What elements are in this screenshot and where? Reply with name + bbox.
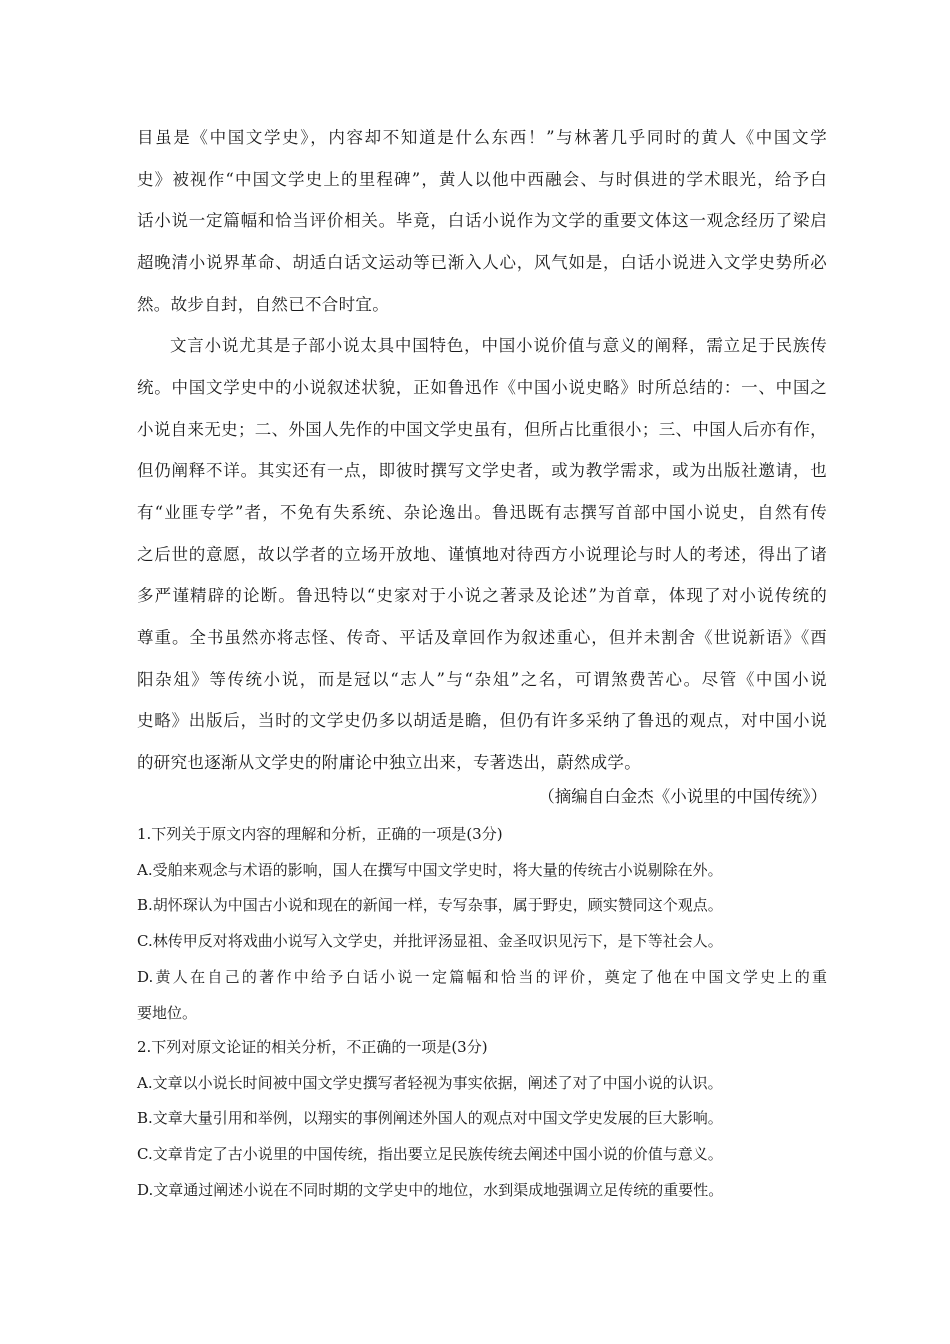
passage-line: 之后世的意愿，故以学者的立场开放地、谨慎地对待西方小说理论与时人的考述，得出了诸 [137,545,827,564]
passage-line: 有“业匪专学”者，不免有失系统、杂论逸出。鲁迅既有志撰写首部中国小说史，自然有传 [137,503,827,522]
passage-line: 多严谨精辟的论断。鲁迅特以“史家对于小说之著录及论述”为首章，体现了对小说传统的 [137,586,827,605]
passage-line: 但仍阐释不详。其实还有一点，即彼时撰写文学史者，或为教学需求，或为出版社邀请，也 [137,461,827,480]
passage-line: 文言小说尤其是子部小说太具中国特色，中国小说价值与意义的阐释，需立足于民族传 [170,336,827,355]
passage-line: 史》被视作“中国文学史上的里程碑”，黄人以他中西融会、与时俱进的学术眼光，给予白 [137,170,827,189]
question-1-option-c: C.林传甲反对将戏曲小说写入文学史，并批评汤显祖、金圣叹识见污下，是下等社会人。 [137,932,723,950]
question-1-option-b: B.胡怀琛认为中国古小说和现在的新闻一样，专写杂事，属于野史，顾实赞同这个观点。 [137,896,723,914]
passage-line: 小说自来无史；二、外国人先作的中国文学史虽有，但所占比重很小；三、中国人后亦有作， [137,420,827,439]
question-1-stem: 1.下列关于原文内容的理解和分析，正确的一项是(3分) [137,825,503,843]
passage-line: 目虽是《中国文学史》，内容却不知道是什么东西！”与林著几乎同时的黄人《中国文学 [137,128,827,147]
question-2-stem: 2.下列对原文论证的相关分析，不正确的一项是(3分) [137,1038,488,1056]
question-1-option-a: A.受舶来观念与术语的影响，国人在撰写中国文学史时，将大量的传统古小说剔除在外。 [137,861,723,879]
question-1-option-d: D.黄人在自己的著作中给予白话小说一定篇幅和恰当的评价，奠定了他在中国文学史上的重 [137,968,827,986]
question-2-option-a: A.文章以小说长时间被中国文学史撰写者轻视为事实依据，阐述了对了中国小说的认识。 [137,1074,723,1092]
question-2-option-c: C.文章肯定了古小说里的中国传统，指出要立足民族传统去阐述中国小说的价值与意义。 [137,1145,723,1163]
passage-line: 话小说一定篇幅和恰当评价相关。毕竟，白话小说作为文学的重要文体这一观念经历了梁启 [137,211,827,230]
passage-line: 统。中国文学史中的小说叙述状貌，正如鲁迅作《中国小说史略》时所总结的：一、中国之 [137,378,827,397]
passage-line: 超晚清小说界革命、胡适白话文运动等已渐入人心，风气如是，白话小说进入文学史势所必 [137,253,827,272]
passage-line: 的研究也逐渐从文学史的附庸论中独立出来，专著迭出，蔚然成学。 [137,753,641,772]
passage-line: 阳杂俎》等传统小说，而是冠以“志人”与“杂俎”之名，可谓煞费苦心。尽管《中国小说 [137,670,827,689]
question-1-option-d-continued: 要地位。 [137,1004,198,1022]
passage-line: 尊重。全书虽然亦将志怪、传奇、平话及章回作为叙述重心，但并未割舍《世说新语》《酉 [137,628,827,647]
passage-line: 史略》出版后，当时的文学史仍多以胡适是瞻，但仍有许多采纳了鲁迅的观点，对中国小说 [137,711,827,730]
question-2-option-d: D.文章通过阐述小说在不同时期的文学史中的地位，水到渠成地强调立足传统的重要性。 [137,1181,724,1199]
source-attribution: （摘编自白金杰《小说里的中国传统》） [538,787,827,806]
passage-line: 然。故步自封，自然已不合时宜。 [137,295,389,314]
question-2-option-b: B.文章大量引用和举例，以翔实的事例阐述外国人的观点对中国文学史发展的巨大影响。 [137,1109,723,1127]
